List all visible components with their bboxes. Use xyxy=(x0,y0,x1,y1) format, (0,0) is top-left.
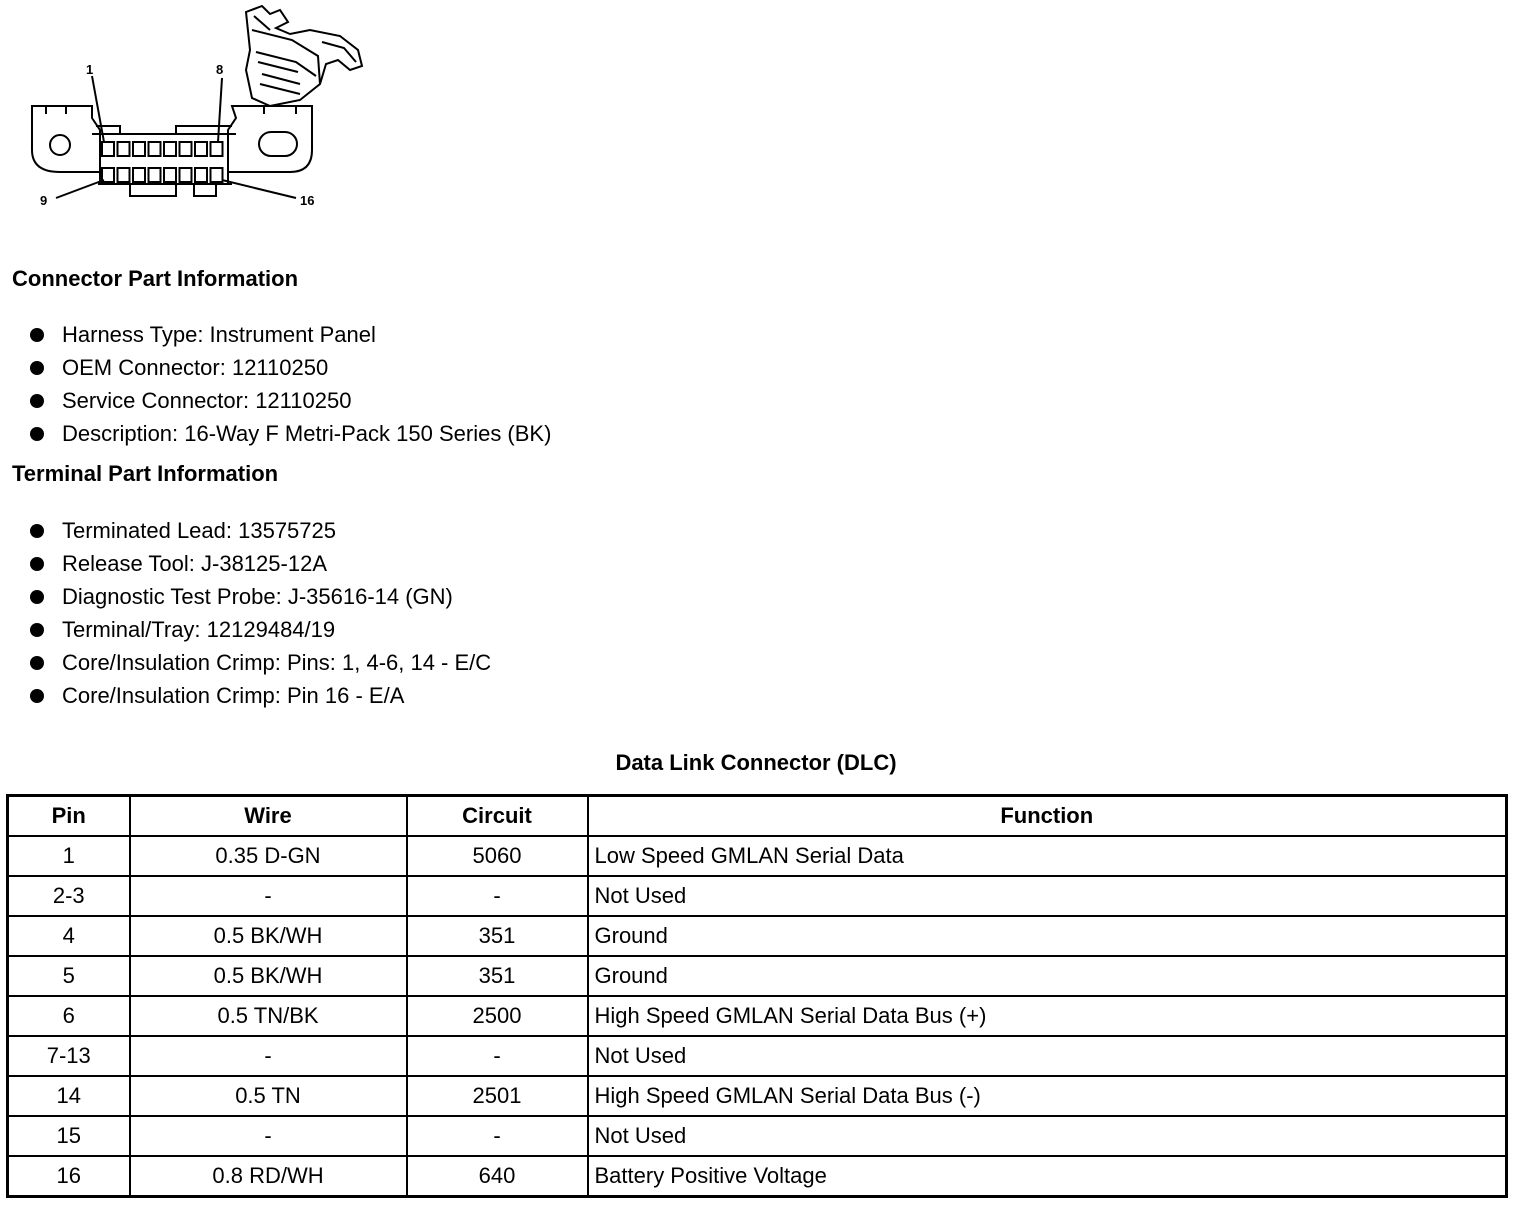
list-item: Core/Insulation Crimp: Pin 16 - E/A xyxy=(30,679,491,712)
pin-cavity xyxy=(149,142,161,156)
cell-wire: - xyxy=(130,876,407,916)
cell-pin: 15 xyxy=(8,1116,130,1156)
cell-circuit: - xyxy=(407,876,588,916)
list-item: OEM Connector: 12110250 xyxy=(30,351,551,384)
cell-circuit: - xyxy=(407,1036,588,1076)
table-title: Data Link Connector (DLC) xyxy=(615,750,897,775)
header-function: Function xyxy=(588,796,1507,837)
table-row xyxy=(8,1156,1507,1197)
table-row xyxy=(8,916,1507,956)
list-item: Terminated Lead: 13575725 xyxy=(30,514,491,547)
pin-cavity xyxy=(180,142,192,156)
pin-cavities xyxy=(102,142,223,182)
cell-pin: 14 xyxy=(8,1076,130,1116)
pin-label-1: 1 xyxy=(86,62,94,77)
list-item: Service Connector: 12110250 xyxy=(30,384,551,417)
table-header-row xyxy=(8,796,1507,837)
cell-function: Battery Positive Voltage xyxy=(588,1156,1507,1197)
header-circuit: Circuit xyxy=(407,796,588,837)
cell-function: Low Speed GMLAN Serial Data xyxy=(588,836,1507,876)
cell-circuit: 2500 xyxy=(407,996,588,1036)
pin-cavity xyxy=(211,142,223,156)
pin-cavity xyxy=(195,142,207,156)
cell-function: Ground xyxy=(588,916,1507,956)
pin-cavity xyxy=(164,168,176,182)
list-item: Diagnostic Test Probe: J-35616-14 (GN) xyxy=(30,580,491,613)
cell-wire: 0.5 BK/WH xyxy=(130,956,407,996)
cell-pin: 2-3 xyxy=(8,876,130,916)
terminal-part-heading: Terminal Part Information xyxy=(12,461,279,486)
cell-function: High Speed GMLAN Serial Data Bus (+) xyxy=(588,996,1507,1036)
cell-pin: 6 xyxy=(8,996,130,1036)
cell-circuit: - xyxy=(407,1116,588,1156)
table-row xyxy=(8,956,1507,996)
cell-pin: 7-13 xyxy=(8,1036,130,1076)
cell-function: Not Used xyxy=(588,876,1507,916)
table-row xyxy=(8,996,1507,1036)
cell-circuit: 640 xyxy=(407,1156,588,1197)
pin-cavity xyxy=(102,142,114,156)
cell-function: Not Used xyxy=(588,1116,1507,1156)
pin-cavity xyxy=(195,168,207,182)
list-item: Release Tool: J-38125-12A xyxy=(30,547,491,580)
pin-cavity xyxy=(133,168,145,182)
table-row xyxy=(8,836,1507,876)
list-item: Core/Insulation Crimp: Pins: 1, 4-6, 14 - E/C xyxy=(30,646,491,679)
pin-cavity xyxy=(118,142,130,156)
list-item: Description: 16-Way F Metri-Pack 150 Series (BK) xyxy=(30,417,551,450)
pin-label-8: 8 xyxy=(216,62,224,77)
pin-cavity xyxy=(118,168,130,182)
terminal-part-list xyxy=(30,514,491,712)
pin-cavity xyxy=(149,168,161,182)
cell-wire: 0.5 BK/WH xyxy=(130,916,407,956)
pin-cavity xyxy=(164,142,176,156)
cell-circuit: 2501 xyxy=(407,1076,588,1116)
list-item: Terminal/Tray: 12129484/19 xyxy=(30,613,491,646)
cell-function: Not Used xyxy=(588,1036,1507,1076)
cell-pin: 1 xyxy=(8,836,130,876)
list-item: Harness Type: Instrument Panel xyxy=(30,318,551,351)
cell-wire: - xyxy=(130,1036,407,1076)
cell-wire: 0.8 RD/WH xyxy=(130,1156,407,1197)
connector-3d-view xyxy=(246,6,362,106)
header-pin: Pin xyxy=(8,796,130,837)
table-row xyxy=(8,876,1507,916)
cell-function: High Speed GMLAN Serial Data Bus (-) xyxy=(588,1076,1507,1116)
connector-part-heading: Connector Part Information xyxy=(12,266,299,291)
connector-diagram xyxy=(0,0,380,215)
cell-circuit: 5060 xyxy=(407,836,588,876)
cell-circuit: 351 xyxy=(407,916,588,956)
pin-cavity xyxy=(133,142,145,156)
connector-part-list xyxy=(30,318,551,450)
table-row xyxy=(8,1116,1507,1156)
pin-cavity xyxy=(211,168,223,182)
cell-wire: 0.35 D-GN xyxy=(130,836,407,876)
cell-wire: 0.5 TN/BK xyxy=(130,996,407,1036)
table-row xyxy=(8,1036,1507,1076)
pin-label-16: 16 xyxy=(300,193,315,208)
pin-cavity xyxy=(180,168,192,182)
dlc-pin-table xyxy=(6,794,1508,1198)
cell-pin: 5 xyxy=(8,956,130,996)
cell-circuit: 351 xyxy=(407,956,588,996)
cell-wire: 0.5 TN xyxy=(130,1076,407,1116)
cell-wire: - xyxy=(130,1116,407,1156)
pin-label-9: 9 xyxy=(40,193,48,208)
cell-pin: 4 xyxy=(8,916,130,956)
table-row xyxy=(8,1076,1507,1116)
table-body xyxy=(8,836,1507,1197)
cell-pin: 16 xyxy=(8,1156,130,1197)
cell-function: Ground xyxy=(588,956,1507,996)
header-wire: Wire xyxy=(130,796,407,837)
